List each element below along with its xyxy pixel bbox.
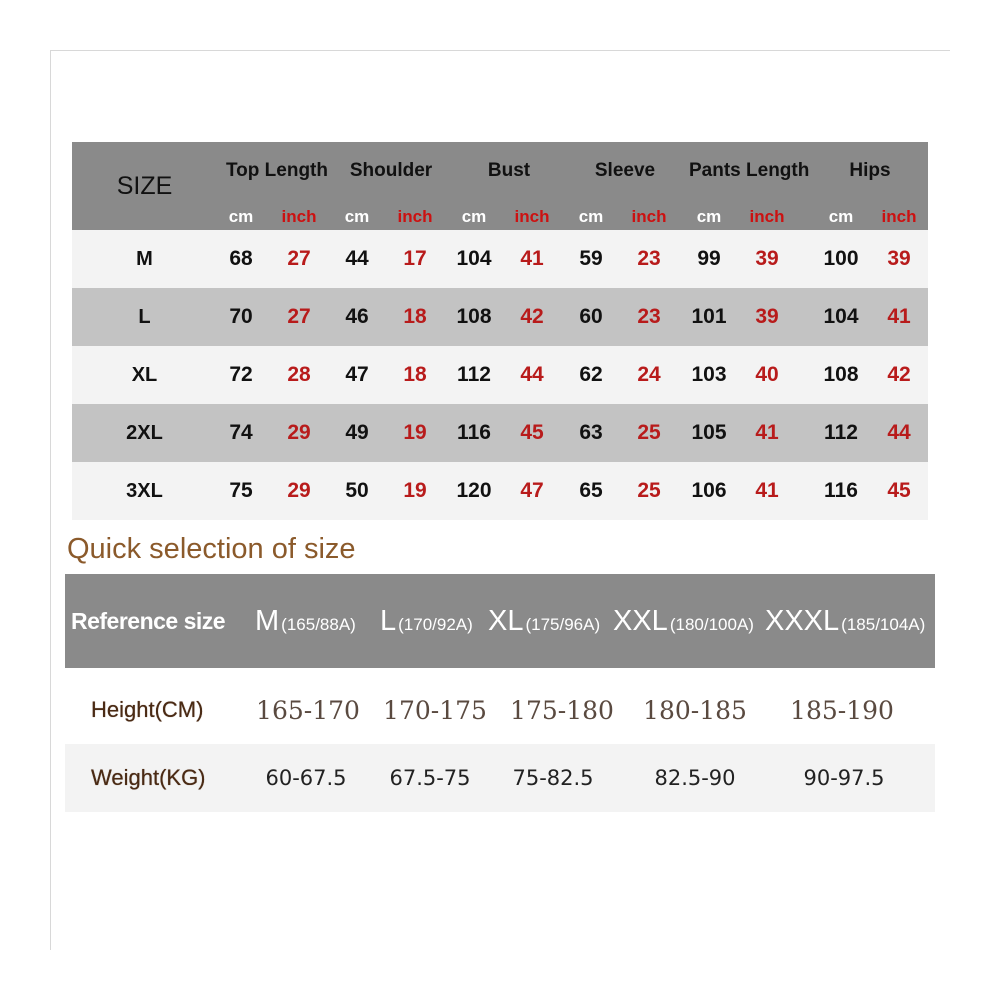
column-header-shoulder: Shoulder bbox=[349, 160, 433, 181]
cell-cm-value: 50 bbox=[345, 479, 369, 502]
cell-cm-value: 63 bbox=[579, 421, 603, 444]
column-header-hips: Hips bbox=[849, 160, 891, 181]
reference-size-code: XXL bbox=[613, 604, 668, 637]
size-label: 2XL bbox=[126, 421, 163, 444]
size-label: XL bbox=[131, 363, 158, 386]
reference-size-item bbox=[255, 574, 356, 668]
cell-inch-value: 23 bbox=[637, 247, 661, 270]
column-header-pants-length: Pants Length bbox=[689, 160, 810, 181]
reference-size-code: L bbox=[380, 604, 397, 637]
cell-cm-value: 70 bbox=[229, 305, 253, 328]
reference-size-code: XXXL bbox=[765, 604, 840, 637]
unit-cm-label: cm bbox=[461, 207, 487, 226]
cell-cm-value: 65 bbox=[579, 479, 603, 502]
reference-size-spec: (185/104A) bbox=[841, 615, 926, 634]
cell-cm-value: 60 bbox=[579, 305, 603, 328]
cell-inch-value: 24 bbox=[637, 363, 661, 386]
cell-cm-value: 108 bbox=[456, 305, 492, 328]
cell-inch-value: 27 bbox=[287, 305, 311, 328]
frame-left-border bbox=[50, 50, 51, 950]
column-header-bust: Bust bbox=[487, 160, 531, 181]
cell-inch-value: 40 bbox=[755, 363, 779, 386]
height-range-value: 165-170 bbox=[256, 695, 360, 725]
cell-inch-value: 41 bbox=[520, 247, 544, 270]
column-header-sleeve: Sleeve bbox=[594, 160, 656, 181]
weight-range-value: 82.5-90 bbox=[654, 766, 736, 790]
cell-inch-value: 41 bbox=[755, 479, 779, 502]
cell-inch-value: 45 bbox=[520, 421, 544, 444]
cell-inch-value: 39 bbox=[755, 247, 779, 270]
cell-cm-value: 105 bbox=[691, 421, 727, 444]
unit-inch-label: inch bbox=[631, 207, 667, 226]
unit-cm-label: cm bbox=[696, 207, 722, 226]
cell-cm-value: 44 bbox=[345, 247, 369, 270]
unit-cm-label: cm bbox=[344, 207, 370, 226]
height-range-value: 175-180 bbox=[510, 695, 614, 725]
unit-inch-label: inch bbox=[281, 207, 317, 226]
cell-cm-value: 68 bbox=[229, 247, 253, 270]
height-range-value: 185-190 bbox=[790, 695, 894, 725]
cell-cm-value: 100 bbox=[823, 247, 859, 270]
cell-inch-value: 44 bbox=[887, 421, 911, 444]
cell-inch-value: 23 bbox=[637, 305, 661, 328]
cell-cm-value: 72 bbox=[229, 363, 253, 386]
height-range-value: 170-175 bbox=[383, 695, 487, 725]
unit-inch-label: inch bbox=[397, 207, 433, 226]
unit-cm-label: cm bbox=[578, 207, 604, 226]
cell-cm-value: 112 bbox=[824, 421, 858, 444]
size-label: M bbox=[136, 247, 153, 270]
cell-cm-value: 75 bbox=[229, 479, 253, 502]
cell-cm-value: 103 bbox=[691, 363, 727, 386]
cell-inch-value: 18 bbox=[403, 363, 427, 386]
cell-inch-value: 17 bbox=[403, 247, 427, 270]
weight-range-value: 60-67.5 bbox=[265, 766, 347, 790]
weight-label: Weight(KG) bbox=[91, 765, 206, 790]
quick-selection-title: Quick selection of size bbox=[67, 533, 356, 565]
cell-inch-value: 45 bbox=[887, 479, 911, 502]
column-header-top-length: Top Length bbox=[225, 160, 328, 181]
size-row-2xl bbox=[72, 404, 928, 462]
cell-cm-value: 99 bbox=[697, 247, 721, 270]
cell-inch-value: 28 bbox=[287, 363, 311, 386]
reference-size-label: Reference size bbox=[71, 607, 226, 634]
cell-inch-value: 19 bbox=[403, 421, 427, 444]
cell-inch-value: 41 bbox=[755, 421, 779, 444]
reference-size-item bbox=[488, 574, 600, 668]
cell-cm-value: 49 bbox=[345, 421, 369, 444]
cell-inch-value: 42 bbox=[520, 305, 544, 328]
cell-cm-value: 106 bbox=[691, 479, 727, 502]
cell-inch-value: 29 bbox=[287, 421, 311, 444]
cell-cm-value: 46 bbox=[345, 305, 369, 328]
reference-size-spec: (170/92A) bbox=[398, 615, 473, 634]
cell-inch-value: 39 bbox=[887, 247, 911, 270]
reference-size-spec: (165/88A) bbox=[281, 615, 356, 634]
cell-cm-value: 116 bbox=[457, 421, 491, 444]
cell-cm-value: 47 bbox=[345, 363, 369, 386]
cell-cm-value: 74 bbox=[229, 421, 253, 444]
reference-size-item bbox=[765, 574, 925, 668]
cell-inch-value: 39 bbox=[755, 305, 779, 328]
cell-cm-value: 104 bbox=[823, 305, 859, 328]
height-label: Height(CM) bbox=[91, 697, 204, 722]
cell-inch-value: 44 bbox=[520, 363, 544, 386]
size-row-l bbox=[72, 288, 928, 346]
frame-top-border bbox=[50, 50, 950, 51]
cell-cm-value: 108 bbox=[823, 363, 859, 386]
unit-cm-label: cm bbox=[828, 207, 854, 226]
reference-size-spec: (180/100A) bbox=[669, 615, 754, 634]
height-row bbox=[65, 676, 935, 744]
size-chart-table bbox=[72, 142, 928, 520]
size-chart-header bbox=[72, 142, 928, 230]
cell-inch-value: 29 bbox=[287, 479, 311, 502]
size-label: L bbox=[138, 305, 151, 328]
cell-cm-value: 104 bbox=[456, 247, 492, 270]
cell-inch-value: 18 bbox=[403, 305, 427, 328]
reference-size-item bbox=[613, 574, 754, 668]
size-row-3xl bbox=[72, 462, 928, 520]
cell-cm-value: 116 bbox=[824, 479, 858, 502]
reference-size-code: M bbox=[255, 604, 280, 637]
cell-inch-value: 47 bbox=[520, 479, 544, 502]
cell-cm-value: 112 bbox=[457, 363, 491, 386]
cell-cm-value: 59 bbox=[579, 247, 603, 270]
size-row-xl bbox=[72, 346, 928, 404]
height-range-value: 180-185 bbox=[643, 695, 747, 725]
cell-cm-value: 120 bbox=[456, 479, 492, 502]
unit-cm-label: cm bbox=[228, 207, 254, 226]
weight-range-value: 67.5-75 bbox=[389, 766, 471, 790]
unit-inch-label: inch bbox=[749, 207, 785, 226]
cell-inch-value: 41 bbox=[887, 305, 911, 328]
cell-inch-value: 27 bbox=[287, 247, 311, 270]
cell-inch-value: 42 bbox=[887, 363, 911, 386]
unit-inch-label: inch bbox=[881, 207, 917, 226]
reference-size-item bbox=[380, 574, 473, 668]
weight-row bbox=[65, 744, 935, 812]
cell-inch-value: 25 bbox=[637, 479, 661, 502]
weight-range-value: 75-82.5 bbox=[512, 766, 594, 790]
weight-range-value: 90-97.5 bbox=[803, 766, 885, 790]
cell-inch-value: 25 bbox=[637, 421, 661, 444]
cell-inch-value: 19 bbox=[403, 479, 427, 502]
unit-inch-label: inch bbox=[514, 207, 550, 226]
cell-cm-value: 101 bbox=[691, 305, 727, 328]
size-header-label: SIZE bbox=[116, 171, 173, 200]
size-row-m bbox=[72, 230, 928, 288]
cell-cm-value: 62 bbox=[579, 363, 603, 386]
reference-size-spec: (175/96A) bbox=[525, 615, 601, 634]
reference-size-code: XL bbox=[488, 604, 524, 637]
reference-size-bar bbox=[65, 574, 935, 668]
size-label: 3XL bbox=[126, 479, 163, 502]
